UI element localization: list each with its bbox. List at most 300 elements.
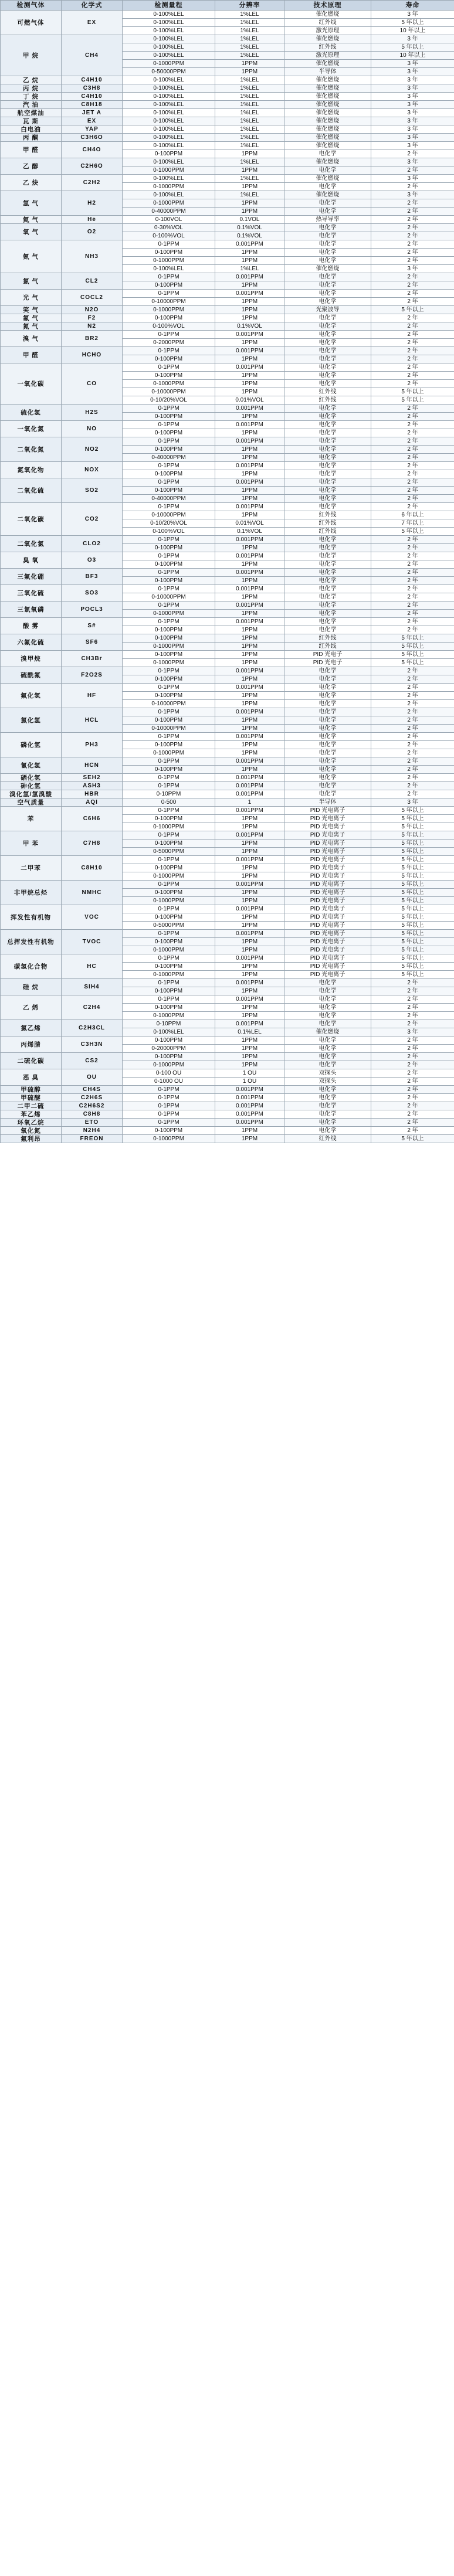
cell-technology: PID 光电离子 [284, 815, 371, 823]
cell-technology: 电化学 [284, 667, 371, 675]
cell-lifetime: 3 年 [371, 76, 454, 84]
cell-range: 0-100%LEL [123, 27, 215, 35]
table-row [1, 552, 454, 560]
cell-gas: 氮 气 [1, 322, 62, 331]
cell-lifetime: 5 年以上 [371, 881, 454, 889]
table-row [1, 290, 454, 298]
cell-lifetime: 2 年 [371, 995, 454, 1004]
table-row [1, 618, 454, 626]
cell-technology: 红外线 [284, 396, 371, 405]
cell-technology: PID 光电离子 [284, 913, 371, 922]
cell-lifetime: 5 年以上 [371, 823, 454, 831]
cell-technology: PID 光电离子 [284, 848, 371, 856]
cell-resolution: 1PPM [215, 864, 284, 872]
cell-range: 0-100%LEL [123, 84, 215, 93]
cell-gas: 白电油 [1, 125, 62, 134]
cell-resolution: 1PPM [215, 446, 284, 454]
table-row [1, 84, 454, 93]
cell-resolution: 1%LEL [215, 175, 284, 183]
cell-gas: 航空煤油 [1, 109, 62, 117]
cell-gas: 溴 气 [1, 331, 62, 347]
cell-range: 0-100%LEL [123, 35, 215, 43]
cell-lifetime: 2 年 [371, 741, 454, 749]
cell-lifetime: 2 年 [371, 421, 454, 429]
cell-technology: 电化学 [284, 470, 371, 478]
cell-resolution: 1%LEL [215, 35, 284, 43]
cell-technology: PID 光电离子 [284, 963, 371, 971]
cell-resolution: 1PPM [215, 823, 284, 831]
cell-gas: 六氟化硫 [1, 634, 62, 651]
cell-technology: 半导体 [284, 68, 371, 76]
cell-resolution: 1PPM [215, 716, 284, 725]
cell-technology: 催化燃烧 [284, 158, 371, 166]
cell-technology: 电化学 [284, 552, 371, 560]
cell-formula: C7H8 [62, 831, 123, 856]
cell-lifetime: 5 年以上 [371, 396, 454, 405]
cell-lifetime: 2 年 [371, 700, 454, 708]
cell-formula: C2H3CL [62, 1020, 123, 1036]
table-row [1, 117, 454, 125]
cell-lifetime: 2 年 [371, 429, 454, 437]
table-row [1, 601, 454, 610]
cell-lifetime: 2 年 [371, 1094, 454, 1102]
cell-technology: 电化学 [284, 1127, 371, 1135]
cell-formula: CL2 [62, 273, 123, 290]
column-header-range: 检测量程 [123, 1, 215, 11]
cell-technology: 电化学 [284, 1012, 371, 1020]
cell-range: 0-100%VOL [123, 232, 215, 240]
cell-range: 0-100%LEL [123, 175, 215, 183]
table-row [1, 585, 454, 593]
cell-formula: C8H10 [62, 856, 123, 881]
cell-resolution: 0.001PPM [215, 462, 284, 470]
cell-gas: 恶 臭 [1, 1069, 62, 1086]
cell-range: 0-1000PPM [123, 897, 215, 905]
cell-resolution: 1PPM [215, 372, 284, 380]
cell-technology: 催化燃烧 [284, 142, 371, 150]
table-row [1, 536, 454, 544]
cell-range: 0-1000PPM [123, 749, 215, 757]
cell-range: 0-1000 OU [123, 1078, 215, 1086]
table-row [1, 1110, 454, 1119]
cell-lifetime: 5 年以上 [371, 831, 454, 840]
cell-lifetime: 2 年 [371, 757, 454, 766]
cell-technology: 电化学 [284, 240, 371, 249]
cell-technology: 电化学 [284, 749, 371, 757]
cell-resolution: 0.001PPM [215, 405, 284, 413]
cell-lifetime: 3 年 [371, 84, 454, 93]
table-body [1, 11, 454, 1143]
cell-formula: F2 [62, 314, 123, 322]
cell-resolution: 0.001PPM [215, 1110, 284, 1119]
cell-range: 0-1PPM [123, 954, 215, 963]
cell-range: 0-1PPM [123, 930, 215, 938]
cell-formula: C3H3N [62, 1036, 123, 1053]
cell-lifetime: 3 年 [371, 142, 454, 150]
cell-lifetime: 5 年以上 [371, 905, 454, 913]
table-row [1, 478, 454, 487]
cell-technology: 电化学 [284, 1102, 371, 1110]
cell-resolution: 0.001PPM [215, 930, 284, 938]
cell-resolution: 0.001PPM [215, 708, 284, 716]
cell-resolution: 0.1%LEL [215, 1028, 284, 1036]
cell-formula: N2 [62, 322, 123, 331]
cell-range: 0-100PPM [123, 470, 215, 478]
cell-resolution: 1PPM [215, 913, 284, 922]
cell-lifetime: 2 年 [371, 355, 454, 363]
cell-technology: PID 光电离子 [284, 807, 371, 815]
cell-resolution: 1PPM [215, 938, 284, 946]
cell-lifetime: 5 年以上 [371, 807, 454, 815]
cell-resolution: 1 OU [215, 1069, 284, 1078]
cell-gas: 丁 烷 [1, 93, 62, 101]
cell-range: 0-1000PPM [123, 60, 215, 68]
cell-resolution: 1 [215, 798, 284, 807]
cell-range: 0-100PPM [123, 577, 215, 585]
cell-technology: 催化燃烧 [284, 60, 371, 68]
cell-resolution: 0.01%VOL [215, 396, 284, 405]
cell-gas: 甲 烷 [1, 35, 62, 76]
cell-range: 0-1000PPM [123, 166, 215, 175]
cell-technology: 电化学 [284, 249, 371, 257]
cell-range: 0-1PPM [123, 273, 215, 281]
cell-resolution: 0.001PPM [215, 856, 284, 864]
cell-lifetime: 2 年 [371, 610, 454, 618]
cell-resolution: 1PPM [215, 692, 284, 700]
cell-range: 0-1000PPM [123, 971, 215, 979]
cell-resolution: 0.001PPM [215, 790, 284, 798]
cell-lifetime: 2 年 [371, 1102, 454, 1110]
cell-resolution: 1PPM [215, 470, 284, 478]
cell-range: 0-1PPM [123, 618, 215, 626]
cell-range: 0-100PPM [123, 544, 215, 552]
table-row [1, 35, 454, 43]
cell-resolution: 0.1%VOL [215, 224, 284, 232]
cell-formula: POCL3 [62, 601, 123, 618]
cell-resolution: 1PPM [215, 840, 284, 848]
cell-formula: CO2 [62, 503, 123, 536]
cell-formula: C2H4 [62, 995, 123, 1020]
cell-resolution: 1PPM [215, 1036, 284, 1045]
cell-range: 0-100%LEL [123, 76, 215, 84]
cell-lifetime: 2 年 [371, 446, 454, 454]
cell-range: 0-100PPM [123, 815, 215, 823]
cell-range: 0-100%LEL [123, 93, 215, 101]
table-row [1, 503, 454, 511]
cell-resolution: 0.001PPM [215, 757, 284, 766]
cell-resolution: 1PPM [215, 634, 284, 643]
cell-range: 0-1000PPM [123, 306, 215, 314]
cell-gas: 空气质量 [1, 798, 62, 807]
column-header-gas: 检测气体 [1, 1, 62, 11]
cell-lifetime: 5 年以上 [371, 651, 454, 659]
cell-technology: 电化学 [284, 454, 371, 462]
table-row [1, 437, 454, 446]
table-row [1, 634, 454, 643]
cell-technology: 电化学 [284, 774, 371, 782]
cell-lifetime: 2 年 [371, 1012, 454, 1020]
cell-resolution: 1PPM [215, 987, 284, 995]
cell-lifetime: 2 年 [371, 1078, 454, 1086]
cell-resolution: 0.001PPM [215, 954, 284, 963]
cell-technology: 电化学 [284, 585, 371, 593]
gas-sensor-spec-table [0, 0, 454, 1143]
cell-range: 0-100 OU [123, 1069, 215, 1078]
cell-formula: PH3 [62, 733, 123, 757]
cell-lifetime: 5 年以上 [371, 643, 454, 651]
cell-technology: 电化学 [284, 618, 371, 626]
cell-resolution: 1%LEL [215, 134, 284, 142]
cell-technology: 电化学 [284, 183, 371, 191]
cell-range: 0-1PPM [123, 684, 215, 692]
cell-lifetime: 2 年 [371, 749, 454, 757]
cell-technology: 电化学 [284, 995, 371, 1004]
cell-formula: SO3 [62, 585, 123, 601]
cell-technology: 电化学 [284, 560, 371, 569]
table-row [1, 1102, 454, 1110]
table-row [1, 134, 454, 142]
cell-technology: 电化学 [284, 347, 371, 355]
cell-range: 0-100PPM [123, 560, 215, 569]
cell-lifetime: 3 年 [371, 117, 454, 125]
cell-technology: 红外线 [284, 643, 371, 651]
cell-lifetime: 5 年以上 [371, 971, 454, 979]
cell-range: 0-5000PPM [123, 922, 215, 930]
cell-resolution: 1PPM [215, 1135, 284, 1143]
cell-lifetime: 2 年 [371, 552, 454, 560]
cell-resolution: 1PPM [215, 848, 284, 856]
cell-resolution: 0.1%VOL [215, 232, 284, 240]
cell-resolution: 0.01%VOL [215, 519, 284, 528]
cell-range: 0-100%VOL [123, 528, 215, 536]
cell-formula: YAP [62, 125, 123, 134]
cell-gas: 二甲二硫 [1, 1102, 62, 1110]
cell-technology: 电化学 [284, 273, 371, 281]
cell-gas: 甲 苯 [1, 831, 62, 856]
cell-range: 0-1PPM [123, 667, 215, 675]
cell-range: 0-1PPM [123, 831, 215, 840]
cell-resolution: 1PPM [215, 281, 284, 290]
cell-range: 0-40000PPM [123, 495, 215, 503]
table-row [1, 954, 454, 963]
cell-technology: 电化学 [284, 708, 371, 716]
cell-formula: NMHC [62, 881, 123, 905]
cell-technology: 电化学 [284, 257, 371, 265]
cell-range: 0-1PPM [123, 807, 215, 815]
cell-technology: PID 光电离子 [284, 930, 371, 938]
cell-technology: 电化学 [284, 610, 371, 618]
cell-range: 0-1PPM [123, 290, 215, 298]
cell-resolution: 1PPM [215, 150, 284, 158]
cell-resolution: 1PPM [215, 1004, 284, 1012]
cell-resolution: 1PPM [215, 971, 284, 979]
cell-resolution: 0.001PPM [215, 995, 284, 1004]
cell-range: 0-10000PPM [123, 298, 215, 306]
cell-range: 0-100PPM [123, 314, 215, 322]
cell-technology: PID 光电离子 [284, 864, 371, 872]
table-row [1, 175, 454, 183]
cell-range: 0-100PPM [123, 675, 215, 684]
cell-gas: 可燃气体 [1, 11, 62, 35]
table-row [1, 1069, 454, 1078]
cell-range: 0-1PPM [123, 995, 215, 1004]
cell-range: 0-1000PPM [123, 183, 215, 191]
cell-resolution: 0.1%VOL [215, 528, 284, 536]
cell-technology: PID 光电子 [284, 651, 371, 659]
cell-gas: 二氧化氮 [1, 437, 62, 462]
cell-technology: 半导体 [284, 798, 371, 807]
cell-resolution: 1PPM [215, 741, 284, 749]
cell-lifetime: 3 年 [371, 191, 454, 199]
cell-formula: FREON [62, 1135, 123, 1143]
gas-sensor-spec-table-container [0, 0, 454, 1143]
cell-gas: 二氧化硫 [1, 478, 62, 503]
cell-lifetime: 2 年 [371, 1119, 454, 1127]
column-header-technology: 技术原理 [284, 1, 371, 11]
cell-formula: EX [62, 11, 123, 35]
cell-formula: SIH4 [62, 979, 123, 995]
table-row [1, 1135, 454, 1143]
cell-lifetime: 5 年以上 [371, 815, 454, 823]
cell-resolution: 0.001PPM [215, 807, 284, 815]
table-row [1, 569, 454, 577]
table-row [1, 306, 454, 314]
cell-range: 0-100%LEL [123, 52, 215, 60]
cell-lifetime: 2 年 [371, 470, 454, 478]
table-row [1, 1086, 454, 1094]
cell-range: 0-10PPM [123, 790, 215, 798]
cell-technology: 电化学 [284, 372, 371, 380]
cell-formula: C8H18 [62, 101, 123, 109]
cell-resolution: 1%LEL [215, 101, 284, 109]
cell-technology: 电化学 [284, 790, 371, 798]
cell-technology: 电化学 [284, 495, 371, 503]
table-row [1, 11, 454, 19]
cell-formula: COCL2 [62, 290, 123, 306]
cell-formula: CH4S [62, 1086, 123, 1094]
cell-gas: 一氧化碳 [1, 363, 62, 405]
table-header [1, 1, 454, 11]
cell-technology: 催化燃烧 [284, 175, 371, 183]
cell-gas: 甲 醛 [1, 142, 62, 158]
cell-formula: OU [62, 1069, 123, 1086]
cell-range: 0-500 [123, 798, 215, 807]
cell-resolution: 1PPM [215, 339, 284, 347]
cell-range: 0-1PPM [123, 478, 215, 487]
table-row [1, 101, 454, 109]
cell-technology: 激光原理 [284, 27, 371, 35]
table-row [1, 273, 454, 281]
cell-formula: HC [62, 954, 123, 979]
cell-range: 0-100PPM [123, 249, 215, 257]
cell-lifetime: 5 年以上 [371, 889, 454, 897]
cell-resolution: 1PPM [215, 544, 284, 552]
cell-gas: 溴化氢/氢溴酸 [1, 790, 62, 798]
cell-lifetime: 2 年 [371, 405, 454, 413]
cell-technology: 电化学 [284, 503, 371, 511]
cell-resolution: 1%LEL [215, 84, 284, 93]
cell-technology: 红外线 [284, 43, 371, 52]
cell-resolution: 1PPM [215, 314, 284, 322]
cell-range: 0-100%VOL [123, 322, 215, 331]
cell-resolution: 1 OU [215, 1078, 284, 1086]
table-row [1, 314, 454, 322]
cell-technology: 电化学 [284, 446, 371, 454]
cell-gas: 氟化氢 [1, 684, 62, 708]
cell-resolution: 1PPM [215, 560, 284, 569]
cell-lifetime: 2 年 [371, 224, 454, 232]
cell-gas: 笑 气 [1, 306, 62, 314]
cell-lifetime: 10 年以上 [371, 52, 454, 60]
cell-lifetime: 2 年 [371, 593, 454, 601]
cell-resolution: 0.001PPM [215, 1094, 284, 1102]
cell-technology: 电化学 [284, 355, 371, 363]
cell-resolution: 1PPM [215, 725, 284, 733]
table-row [1, 1094, 454, 1102]
cell-lifetime: 2 年 [371, 716, 454, 725]
cell-formula: N2H4 [62, 1127, 123, 1135]
cell-range: 0-1PPM [123, 1086, 215, 1094]
cell-resolution: 1PPM [215, 1053, 284, 1061]
cell-formula: JET A [62, 109, 123, 117]
cell-technology: 催化燃烧 [284, 76, 371, 84]
cell-range: 0-100PPM [123, 487, 215, 495]
cell-range: 0-1PPM [123, 708, 215, 716]
cell-range: 0-100PPM [123, 355, 215, 363]
cell-technology: 电化学 [284, 1053, 371, 1061]
cell-resolution: 1PPM [215, 593, 284, 601]
cell-range: 0-100%LEL [123, 19, 215, 27]
cell-resolution: 0.001PPM [215, 552, 284, 560]
cell-technology: 电化学 [284, 700, 371, 708]
cell-gas: 丙 烷 [1, 84, 62, 93]
cell-resolution: 0.001PPM [215, 536, 284, 544]
cell-lifetime: 2 年 [371, 380, 454, 388]
cell-technology: 电化学 [284, 725, 371, 733]
cell-lifetime: 3 年 [371, 68, 454, 76]
cell-resolution: 0.001PPM [215, 979, 284, 987]
cell-range: 0-1PPM [123, 437, 215, 446]
cell-technology: 电化学 [284, 166, 371, 175]
cell-lifetime: 2 年 [371, 437, 454, 446]
table-row [1, 216, 454, 224]
cell-formula: EX [62, 117, 123, 125]
cell-lifetime: 5 年以上 [371, 43, 454, 52]
cell-technology: 电化学 [284, 1004, 371, 1012]
cell-technology: 电化学 [284, 1094, 371, 1102]
cell-technology: 电化学 [284, 987, 371, 995]
cell-lifetime: 3 年 [371, 11, 454, 19]
cell-resolution: 1PPM [215, 1045, 284, 1053]
cell-resolution: 1PPM [215, 577, 284, 585]
cell-formula: CO [62, 363, 123, 405]
cell-range: 0-1PPM [123, 421, 215, 429]
cell-range: 0-10000PPM [123, 388, 215, 396]
cell-range: 0-1000PPM [123, 946, 215, 954]
cell-technology: 光聚波导 [284, 306, 371, 314]
cell-lifetime: 2 年 [371, 544, 454, 552]
cell-lifetime: 6 年以上 [371, 511, 454, 519]
cell-technology: 电化学 [284, 1020, 371, 1028]
cell-range: 0-30%VOL [123, 224, 215, 232]
cell-lifetime: 2 年 [371, 487, 454, 495]
cell-resolution: 0.001PPM [215, 1102, 284, 1110]
cell-lifetime: 3 年 [371, 798, 454, 807]
cell-formula: HBR [62, 790, 123, 798]
cell-resolution: 1PPM [215, 946, 284, 954]
cell-gas: 丙 酮 [1, 134, 62, 142]
cell-lifetime: 5 年以上 [371, 913, 454, 922]
